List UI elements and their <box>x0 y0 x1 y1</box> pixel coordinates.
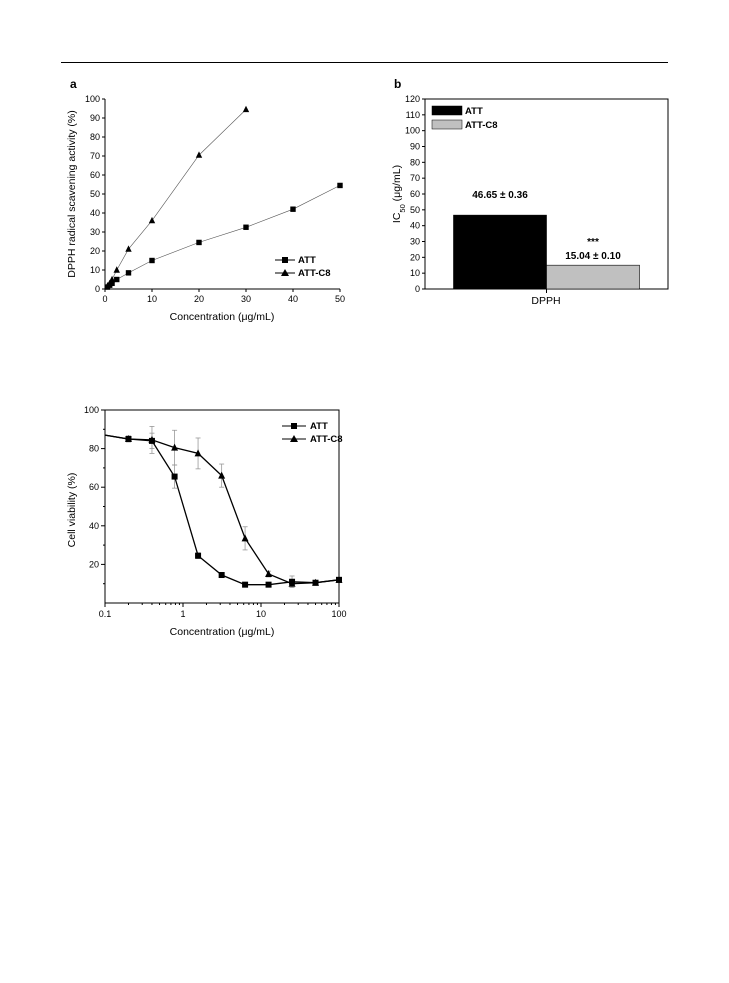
panel-b-legend <box>432 106 498 131</box>
series-line-att-c8 <box>105 435 339 584</box>
cell-viability-y-axis-title: Cell viability (%) <box>66 472 78 548</box>
data-point-att <box>243 225 248 230</box>
cell-viability-chart <box>66 405 347 638</box>
x-tick-label: 40 <box>287 294 299 304</box>
cell-viability-x-ticks <box>99 603 347 619</box>
y-tick-label: 90 <box>89 113 100 123</box>
data-point-att <box>196 240 201 245</box>
x-tick-label: 30 <box>240 294 252 304</box>
y-tick-label: 40 <box>409 220 420 231</box>
bar-att-c8 <box>547 265 640 289</box>
panel-b-letter: b <box>394 77 402 91</box>
y-tick-label: 100 <box>83 405 99 415</box>
y-tick-label: 10 <box>89 265 100 275</box>
legend-att-c8-label: ATT-C8 <box>298 268 331 279</box>
y-tick-label: 100 <box>404 125 420 136</box>
data-point-att <box>149 258 154 263</box>
y-tick-label: 80 <box>88 443 99 454</box>
cell-viability-series <box>105 426 343 587</box>
x-tick-label: 10 <box>146 294 158 304</box>
x-tick-label: 100 <box>331 609 347 619</box>
data-point-att-c8 <box>196 151 202 157</box>
legend-att-marker <box>282 257 288 263</box>
y-tick-label: 90 <box>409 141 420 152</box>
panel-a-legend <box>275 255 331 279</box>
y-tick-label: 40 <box>88 520 99 531</box>
y-tick-label: 20 <box>409 252 420 263</box>
y-tick-label: 80 <box>89 132 100 142</box>
y-tick-label: 80 <box>409 157 420 168</box>
data-point-att-c8 <box>243 106 249 112</box>
panel-a-letter: a <box>70 77 77 91</box>
y-tick-label: 50 <box>89 189 100 199</box>
legend-att-c8-label: ATT-C8 <box>310 434 343 445</box>
y-tick-label: 70 <box>89 151 100 161</box>
y-tick-label: 100 <box>84 94 100 104</box>
panel-a-x-ticks <box>102 289 345 304</box>
panel-a-x-axis-title: Concentration (μg/mL) <box>169 311 275 323</box>
data-point-att <box>266 582 272 588</box>
x-tick-label: 1 <box>180 609 186 619</box>
significance-marker: *** <box>587 237 599 249</box>
y-tick-label: 30 <box>409 236 420 247</box>
legend-att-marker <box>291 423 297 429</box>
bar-value-label: 46.65 ± 0.36 <box>472 190 528 202</box>
legend-att-c8-swatch <box>432 120 462 129</box>
y-tick-label: 30 <box>89 227 100 237</box>
bar-value-label: 15.04 ± 0.10 <box>565 251 621 263</box>
data-point-att-c8 <box>242 534 249 541</box>
x-tick-label: 50 <box>334 294 346 304</box>
bar-att <box>454 215 547 289</box>
panel-b-category-label: DPPH <box>531 295 561 307</box>
x-tick-label: 20 <box>193 294 205 304</box>
data-point-att <box>195 553 201 559</box>
cell-viability-x-axis-title: Concentration (μg/mL) <box>169 626 275 638</box>
data-point-att <box>114 277 119 282</box>
y-tick-label: 110 <box>405 109 420 120</box>
y-tick-label: 40 <box>89 208 100 218</box>
y-tick-label: 0 <box>414 284 420 294</box>
y-tick-label: 0 <box>94 284 100 294</box>
data-point-att <box>219 572 225 578</box>
legend-att-swatch <box>432 106 462 115</box>
x-tick-label: 0.1 <box>98 609 112 619</box>
data-point-att <box>242 582 248 588</box>
legend-att-label: ATT <box>465 106 483 117</box>
y-tick-label: 20 <box>88 559 99 570</box>
data-point-att <box>172 474 178 480</box>
data-point-att <box>126 270 131 275</box>
x-tick-label: 10 <box>255 609 267 619</box>
series-line-att <box>105 435 339 585</box>
y-tick-label: 60 <box>88 482 99 493</box>
cell-viability-y-ticks <box>84 405 105 584</box>
y-tick-label: 70 <box>409 173 420 184</box>
y-tick-label: 60 <box>89 170 100 180</box>
x-tick-label: 0 <box>102 294 108 304</box>
series-line-att-c8 <box>107 110 246 287</box>
panel-a-chart <box>66 77 345 323</box>
legend-att-label: ATT <box>298 255 316 266</box>
panel-b-bars <box>454 190 640 289</box>
cell-viability-legend <box>282 421 343 445</box>
y-tick-label: 10 <box>409 268 420 279</box>
panel-b-chart <box>391 77 668 307</box>
y-tick-label: 120 <box>404 94 420 104</box>
panel-b-y-axis-title: $IC_{50}$ (μg/mL) <box>391 164 407 224</box>
panel-a-y-ticks <box>85 94 105 294</box>
y-tick-label: 60 <box>409 189 420 199</box>
y-tick-label: 50 <box>409 204 420 215</box>
data-point-att <box>290 207 295 212</box>
panel-a-y-axis-title: DPPH radical scavening activity (%) <box>66 110 78 278</box>
data-point-att <box>337 183 342 188</box>
data-point-att-c8 <box>114 266 120 272</box>
legend-att-c8-label: ATT-C8 <box>465 120 498 131</box>
legend-att-label: ATT <box>310 421 328 432</box>
y-tick-label: 20 <box>89 246 100 256</box>
